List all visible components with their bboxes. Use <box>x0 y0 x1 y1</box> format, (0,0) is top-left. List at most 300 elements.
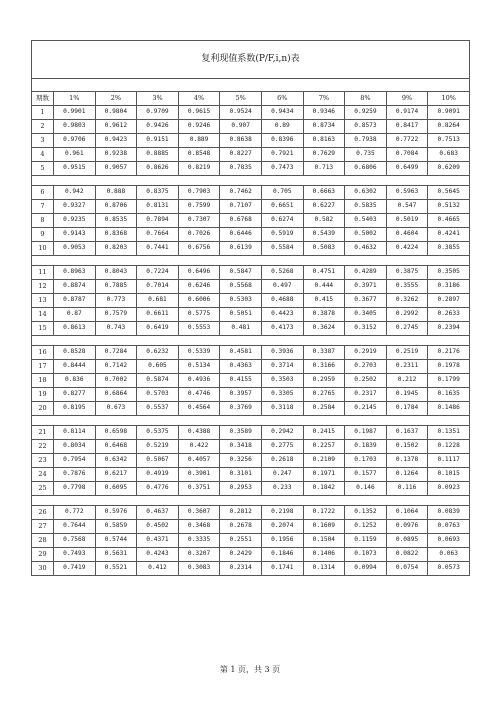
factor-cell: 0.5568 <box>220 280 262 294</box>
factor-cell: 0.7493 <box>54 548 96 562</box>
factor-cell: 0.89 <box>261 120 303 134</box>
factor-cell: 0.9901 <box>54 106 96 120</box>
factor-cell: 0.888 <box>95 186 137 200</box>
table-row <box>32 360 470 374</box>
factor-cell: 0.5051 <box>220 308 262 322</box>
factor-cell: 0.4688 <box>261 294 303 308</box>
factor-cell: 0.6499 <box>386 162 428 176</box>
factor-cell: 0.3555 <box>386 280 428 294</box>
factor-cell: 0.6095 <box>95 482 137 496</box>
factor-cell: 0.8131 <box>137 200 179 214</box>
factor-cell: 0.5645 <box>428 186 470 200</box>
period-cell: 27 <box>32 520 54 534</box>
period-cell: 26 <box>32 506 54 520</box>
factor-cell: 0.8219 <box>178 162 220 176</box>
table-row <box>32 186 470 200</box>
table-row <box>32 426 470 440</box>
factor-cell: 0.7084 <box>386 148 428 162</box>
factor-cell: 0.5537 <box>137 402 179 416</box>
factor-cell: 0.2429 <box>220 548 262 562</box>
header-rate: 2% <box>95 92 137 106</box>
factor-cell: 0.6232 <box>137 346 179 360</box>
factor-cell: 0.6468 <box>95 440 137 454</box>
factor-cell: 0.3901 <box>178 468 220 482</box>
factor-cell: 0.1635 <box>428 388 470 402</box>
factor-cell: 0.0895 <box>386 534 428 548</box>
separator-row <box>32 256 470 266</box>
factor-cell: 0.7513 <box>428 134 470 148</box>
factor-cell: 0.5403 <box>345 214 387 228</box>
factor-cell: 0.2584 <box>303 402 345 416</box>
table-row <box>32 228 470 242</box>
factor-cell: 0.9346 <box>303 106 345 120</box>
factor-cell: 0.9423 <box>95 134 137 148</box>
factor-cell: 0.7441 <box>137 242 179 256</box>
table-row <box>32 548 470 562</box>
factor-cell: 0.4155 <box>220 374 262 388</box>
factor-cell: 0.7142 <box>95 360 137 374</box>
factor-cell: 0.5132 <box>428 200 470 214</box>
factor-cell: 0.1945 <box>386 388 428 402</box>
factor-cell: 0.8787 <box>54 294 96 308</box>
factor-cell: 0.2519 <box>386 346 428 360</box>
factor-cell: 0.1956 <box>261 534 303 548</box>
period-cell: 14 <box>32 308 54 322</box>
factor-cell: 0.2502 <box>345 374 387 388</box>
header-rate: 3% <box>137 92 179 106</box>
factor-cell: 0.1073 <box>345 548 387 562</box>
factor-cell: 0.0693 <box>428 534 470 548</box>
factor-cell: 0.942 <box>54 186 96 200</box>
factor-cell: 0.3505 <box>428 266 470 280</box>
table-body <box>32 41 470 576</box>
factor-cell: 0.9246 <box>178 120 220 134</box>
header-period: 期数 <box>32 92 54 106</box>
factor-cell: 0.582 <box>303 214 345 228</box>
factor-cell: 0.9709 <box>137 106 179 120</box>
table-row <box>32 440 470 454</box>
factor-cell: 0.9706 <box>54 134 96 148</box>
factor-cell: 0.4173 <box>261 322 303 336</box>
factor-cell: 0.5859 <box>95 520 137 534</box>
factor-cell: 0.961 <box>54 148 96 162</box>
header-rate: 10% <box>428 92 470 106</box>
factor-cell: 0.422 <box>178 440 220 454</box>
factor-cell: 0.681 <box>137 294 179 308</box>
factor-cell: 0.4604 <box>386 228 428 242</box>
table-title: 复利现值系数(P/F,i,n)表 <box>32 41 470 79</box>
period-cell: 17 <box>32 360 54 374</box>
factor-cell: 0.2618 <box>261 454 303 468</box>
factor-cell: 0.5521 <box>95 562 137 576</box>
factor-cell: 0.2897 <box>428 294 470 308</box>
factor-cell: 0.4289 <box>345 266 387 280</box>
table-row <box>32 562 470 576</box>
factor-cell: 0.8417 <box>386 120 428 134</box>
factor-cell: 0.3468 <box>178 520 220 534</box>
table-row <box>32 294 470 308</box>
factor-cell: 0.0839 <box>428 506 470 520</box>
factor-cell: 0.4423 <box>261 308 303 322</box>
factor-cell: 0.2145 <box>345 402 387 416</box>
header-rate: 9% <box>386 92 428 106</box>
factor-cell: 0.6864 <box>95 388 137 402</box>
factor-cell: 0.3262 <box>386 294 428 308</box>
factor-cell: 0.3166 <box>303 360 345 374</box>
factor-cell: 0.6419 <box>137 322 179 336</box>
factor-cell: 0.3418 <box>220 440 262 454</box>
factor-cell: 0.7579 <box>95 308 137 322</box>
factor-cell: 0.7568 <box>54 534 96 548</box>
factor-cell: 0.2311 <box>386 360 428 374</box>
period-cell: 19 <box>32 388 54 402</box>
period-cell: 6 <box>32 186 54 200</box>
factor-cell: 0.1502 <box>386 440 428 454</box>
table-title-row <box>32 41 470 79</box>
factor-cell: 0.3878 <box>303 308 345 322</box>
period-cell: 5 <box>32 162 54 176</box>
factor-cell: 0.063 <box>428 548 470 562</box>
factor-cell: 0.6446 <box>220 228 262 242</box>
factor-cell: 0.8195 <box>54 402 96 416</box>
period-cell: 3 <box>32 134 54 148</box>
factor-cell: 0.4632 <box>345 242 387 256</box>
factor-cell: 0.1064 <box>386 506 428 520</box>
factor-cell: 0.4581 <box>220 346 262 360</box>
factor-cell: 0.412 <box>137 562 179 576</box>
factor-cell: 0.247 <box>261 468 303 482</box>
period-cell: 22 <box>32 440 54 454</box>
factor-cell: 0.8528 <box>54 346 96 360</box>
factor-cell: 0.8277 <box>54 388 96 402</box>
factor-cell: 0.6768 <box>220 214 262 228</box>
factor-cell: 0.9612 <box>95 120 137 134</box>
factor-cell: 0.6217 <box>95 468 137 482</box>
period-cell: 24 <box>32 468 54 482</box>
header-rate: 8% <box>345 92 387 106</box>
table-row <box>32 506 470 520</box>
factor-cell: 0.6496 <box>178 266 220 280</box>
period-cell: 18 <box>32 374 54 388</box>
factor-cell: 0.5703 <box>137 388 179 402</box>
factor-cell: 0.7876 <box>54 468 96 482</box>
factor-cell: 0.5067 <box>137 454 179 468</box>
factor-cell: 0.1406 <box>303 548 345 562</box>
factor-cell: 0.2314 <box>220 562 262 576</box>
factor-cell: 0.2415 <box>303 426 345 440</box>
factor-cell: 0.1352 <box>345 506 387 520</box>
factor-cell: 0.1351 <box>428 426 470 440</box>
table-row <box>32 534 470 548</box>
factor-cell: 0.5339 <box>178 346 220 360</box>
factor-cell: 0.1703 <box>345 454 387 468</box>
factor-cell: 0.3971 <box>345 280 387 294</box>
factor-cell: 0.1117 <box>428 454 470 468</box>
factor-cell: 0.8963 <box>54 266 96 280</box>
table-row <box>32 308 470 322</box>
factor-cell: 0.2765 <box>303 388 345 402</box>
present-value-factor-table <box>31 40 470 576</box>
header-rate: 7% <box>303 92 345 106</box>
factor-cell: 0.836 <box>54 374 96 388</box>
factor-cell: 0.4936 <box>178 374 220 388</box>
factor-cell: 0.8535 <box>95 214 137 228</box>
factor-cell: 0.0994 <box>345 562 387 576</box>
table-row <box>32 346 470 360</box>
header-rate: 4% <box>178 92 220 106</box>
separator-row <box>32 176 470 186</box>
factor-cell: 0.8638 <box>220 134 262 148</box>
header-rate: 1% <box>54 92 96 106</box>
factor-cell: 0.5375 <box>137 426 179 440</box>
period-cell: 16 <box>32 346 54 360</box>
factor-cell: 0.9804 <box>95 106 137 120</box>
factor-cell: 0.9151 <box>137 134 179 148</box>
factor-cell: 0.0573 <box>428 562 470 576</box>
period-cell: 20 <box>32 402 54 416</box>
factor-cell: 0.116 <box>386 482 428 496</box>
period-cell: 1 <box>32 106 54 120</box>
factor-cell: 0.5963 <box>386 186 428 200</box>
table-row <box>32 120 470 134</box>
factor-cell: 0.713 <box>303 162 345 176</box>
factor-cell: 0.5744 <box>95 534 137 548</box>
factor-cell: 0.7462 <box>220 186 262 200</box>
factor-cell: 0.7629 <box>303 148 345 162</box>
factor-cell: 0.8163 <box>303 134 345 148</box>
separator-cell <box>32 256 470 266</box>
factor-cell: 0.2109 <box>303 454 345 468</box>
factor-cell: 0.4241 <box>428 228 470 242</box>
separator-cell <box>32 416 470 426</box>
factor-cell: 0.8626 <box>137 162 179 176</box>
factor-cell: 0.4371 <box>137 534 179 548</box>
factor-cell: 0.5019 <box>386 214 428 228</box>
blank-cell <box>32 79 470 92</box>
period-cell: 8 <box>32 214 54 228</box>
factor-cell: 0.1486 <box>428 402 470 416</box>
factor-cell: 0.1987 <box>345 426 387 440</box>
factor-cell: 0.3207 <box>178 548 220 562</box>
factor-cell: 0.5134 <box>178 360 220 374</box>
factor-cell: 0.1577 <box>345 468 387 482</box>
factor-cell: 0.6139 <box>220 242 262 256</box>
factor-cell: 0.8043 <box>95 266 137 280</box>
table-row <box>32 266 470 280</box>
factor-cell: 0.1799 <box>428 374 470 388</box>
factor-cell: 0.9235 <box>54 214 96 228</box>
factor-cell: 0.0923 <box>428 482 470 496</box>
separator-cell <box>32 176 470 186</box>
factor-cell: 0.444 <box>303 280 345 294</box>
factor-cell: 0.2992 <box>386 308 428 322</box>
factor-cell: 0.3855 <box>428 242 470 256</box>
factor-cell: 0.1314 <box>303 562 345 576</box>
period-cell: 30 <box>32 562 54 576</box>
factor-cell: 0.9515 <box>54 162 96 176</box>
factor-cell: 0.5976 <box>95 506 137 520</box>
factor-cell: 0.8885 <box>137 148 179 162</box>
factor-cell: 0.3957 <box>220 388 262 402</box>
factor-cell: 0.4224 <box>386 242 428 256</box>
factor-cell: 0.7722 <box>386 134 428 148</box>
factor-cell: 0.5219 <box>137 440 179 454</box>
factor-cell: 0.3405 <box>345 308 387 322</box>
factor-cell: 0.3751 <box>178 482 220 496</box>
factor-cell: 0.3335 <box>178 534 220 548</box>
factor-cell: 0.3714 <box>261 360 303 374</box>
factor-cell: 0.683 <box>428 148 470 162</box>
blank-row <box>32 79 470 92</box>
factor-cell: 0.8375 <box>137 186 179 200</box>
period-cell: 21 <box>32 426 54 440</box>
table-row <box>32 148 470 162</box>
factor-cell: 0.8573 <box>345 120 387 134</box>
factor-cell: 0.5874 <box>137 374 179 388</box>
period-cell: 12 <box>32 280 54 294</box>
factor-cell: 0.2919 <box>345 346 387 360</box>
factor-cell: 0.772 <box>54 506 96 520</box>
factor-cell: 0.6246 <box>178 280 220 294</box>
factor-cell: 0.8034 <box>54 440 96 454</box>
factor-cell: 0.4243 <box>137 548 179 562</box>
factor-cell: 0.5303 <box>220 294 262 308</box>
factor-cell: 0.9434 <box>261 106 303 120</box>
period-cell: 28 <box>32 534 54 548</box>
factor-cell: 0.2775 <box>261 440 303 454</box>
factor-cell: 0.7835 <box>220 162 262 176</box>
period-cell: 13 <box>32 294 54 308</box>
factor-cell: 0.8874 <box>54 280 96 294</box>
header-rate: 6% <box>261 92 303 106</box>
factor-cell: 0.5919 <box>261 228 303 242</box>
factor-cell: 0.3083 <box>178 562 220 576</box>
factor-cell: 0.2394 <box>428 322 470 336</box>
factor-cell: 0.3387 <box>303 346 345 360</box>
period-cell: 4 <box>32 148 54 162</box>
separator-row <box>32 416 470 426</box>
factor-cell: 0.7599 <box>178 200 220 214</box>
factor-cell: 0.4388 <box>178 426 220 440</box>
factor-cell: 0.2176 <box>428 346 470 360</box>
factor-cell: 0.9524 <box>220 106 262 120</box>
factor-cell: 0.2678 <box>220 520 262 534</box>
factor-cell: 0.7107 <box>220 200 262 214</box>
header-rate: 5% <box>220 92 262 106</box>
factor-cell: 0.547 <box>386 200 428 214</box>
table-row <box>32 242 470 256</box>
factor-cell: 0.497 <box>261 280 303 294</box>
factor-cell: 0.1264 <box>386 468 428 482</box>
factor-cell: 0.7026 <box>178 228 220 242</box>
factor-cell: 0.1637 <box>386 426 428 440</box>
factor-cell: 0.4564 <box>178 402 220 416</box>
factor-cell: 0.9426 <box>137 120 179 134</box>
period-cell: 10 <box>32 242 54 256</box>
factor-cell: 0.7954 <box>54 454 96 468</box>
factor-cell: 0.4363 <box>220 360 262 374</box>
factor-cell: 0.9259 <box>345 106 387 120</box>
factor-cell: 0.5847 <box>220 266 262 280</box>
period-cell: 25 <box>32 482 54 496</box>
factor-cell: 0.1846 <box>261 548 303 562</box>
factor-cell: 0.2633 <box>428 308 470 322</box>
factor-cell: 0.2953 <box>220 482 262 496</box>
factor-cell: 0.4776 <box>137 482 179 496</box>
factor-cell: 0.7419 <box>54 562 96 576</box>
factor-cell: 0.1741 <box>261 562 303 576</box>
table-row <box>32 454 470 468</box>
factor-cell: 0.3607 <box>178 506 220 520</box>
factor-cell: 0.8444 <box>54 360 96 374</box>
factor-cell: 0.1015 <box>428 468 470 482</box>
factor-cell: 0.889 <box>178 134 220 148</box>
factor-cell: 0.1978 <box>428 360 470 374</box>
factor-cell: 0.9091 <box>428 106 470 120</box>
factor-cell: 0.9174 <box>386 106 428 120</box>
factor-cell: 0.5268 <box>261 266 303 280</box>
factor-cell: 0.1839 <box>345 440 387 454</box>
factor-cell: 0.3769 <box>220 402 262 416</box>
factor-cell: 0.8368 <box>95 228 137 242</box>
factor-cell: 0.3936 <box>261 346 303 360</box>
table-row <box>32 214 470 228</box>
factor-cell: 0.6227 <box>303 200 345 214</box>
factor-cell: 0.8264 <box>428 120 470 134</box>
factor-cell: 0.3875 <box>386 266 428 280</box>
factor-cell: 0.5631 <box>95 548 137 562</box>
factor-cell: 0.2257 <box>303 440 345 454</box>
table-row <box>32 134 470 148</box>
factor-cell: 0.7644 <box>54 520 96 534</box>
period-cell: 2 <box>32 120 54 134</box>
table-row <box>32 106 470 120</box>
factor-cell: 0.4057 <box>178 454 220 468</box>
factor-cell: 0.9615 <box>178 106 220 120</box>
factor-cell: 0.2745 <box>386 322 428 336</box>
factor-cell: 0.6663 <box>303 186 345 200</box>
factor-cell: 0.8227 <box>220 148 262 162</box>
factor-cell: 0.8203 <box>95 242 137 256</box>
factor-cell: 0.7473 <box>261 162 303 176</box>
factor-cell: 0.481 <box>220 322 262 336</box>
factor-cell: 0.212 <box>386 374 428 388</box>
factor-cell: 0.87 <box>54 308 96 322</box>
separator-row <box>32 336 470 346</box>
factor-cell: 0.5083 <box>303 242 345 256</box>
factor-cell: 0.6006 <box>178 294 220 308</box>
factor-cell: 0.9803 <box>54 120 96 134</box>
factor-cell: 0.673 <box>95 402 137 416</box>
factor-cell: 0.233 <box>261 482 303 496</box>
factor-cell: 0.3186 <box>428 280 470 294</box>
factor-cell: 0.1722 <box>303 506 345 520</box>
factor-cell: 0.1609 <box>303 520 345 534</box>
factor-cell: 0.146 <box>345 482 387 496</box>
table-row <box>32 374 470 388</box>
factor-cell: 0.7885 <box>95 280 137 294</box>
factor-cell: 0.7307 <box>178 214 220 228</box>
table-row <box>32 280 470 294</box>
factor-cell: 0.3118 <box>261 402 303 416</box>
factor-cell: 0.415 <box>303 294 345 308</box>
factor-cell: 0.8734 <box>303 120 345 134</box>
factor-cell: 0.705 <box>261 186 303 200</box>
factor-cell: 0.3503 <box>261 374 303 388</box>
factor-cell: 0.6806 <box>345 162 387 176</box>
factor-cell: 0.2959 <box>303 374 345 388</box>
factor-cell: 0.1971 <box>303 468 345 482</box>
